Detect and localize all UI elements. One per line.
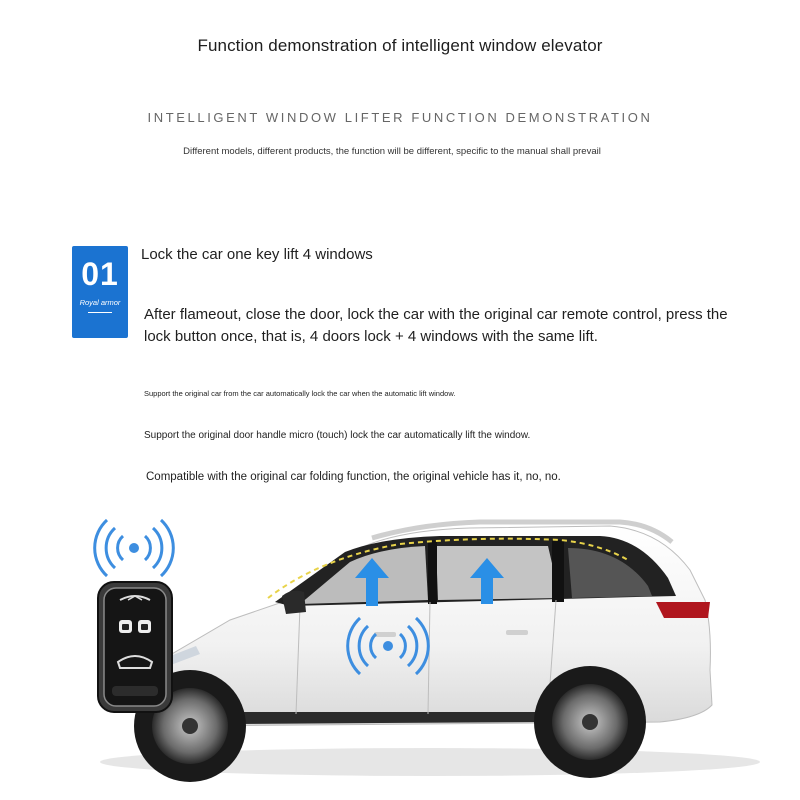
section-heading: Lock the car one key lift 4 windows [141,246,373,263]
rear-wheel [534,666,646,778]
feature-item: Support the original car from the car automatically lock the car when the automatic lift window. [144,389,456,398]
car-key-fob-icon [98,582,172,712]
page-subtitle: INTELLIGENT WINDOW LIFTER FUNCTION DEMONSTRATION [147,110,653,125]
badge-underline [88,312,112,313]
car-illustration [0,500,800,800]
wireless-signal-icon [95,520,174,576]
section-description: After flameout, close the door, lock the car with the original car remote control, press the lock button once, that is, 4 doors lock + 4 windows with the same lift. [144,306,728,345]
feature-item: Support the original door handle micro (touch) lock the car automatically lift the window. [144,430,531,441]
disclaimer-text: Different models, different products, the function will be different, specific to the manual shall prevail [183,146,601,157]
badge-number: 01 [81,256,119,292]
feature-item: Compatible with the original car folding function, the original vehicle has it, no, no. [146,471,561,483]
page-title: Function demonstration of intelligent window elevator [197,36,603,55]
section-number-badge [72,246,128,338]
badge-label: Royal armor [79,298,121,307]
